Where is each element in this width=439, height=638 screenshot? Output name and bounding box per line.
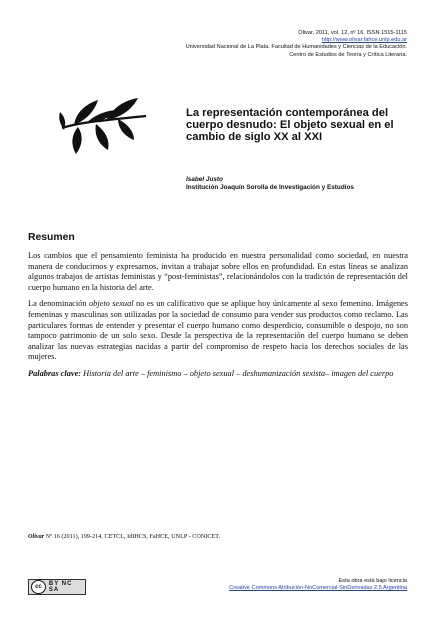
article-title: La representación contemporánea del cuerpo desnudo: El objeto sexual en el cambio de siglo XX al XXI [186, 107, 394, 144]
keywords [28, 369, 408, 380]
journal-url-link[interactable]: http://www.olivar.fahce.unlp.edu.ar [321, 37, 407, 44]
license-notice [147, 578, 407, 592]
license-link[interactable]: Creative Commons Atribución-NoComercial-SinDerivadas 2.5 Argentina [229, 585, 407, 592]
cc-logo-icon: cc [31, 580, 46, 594]
journal-header [77, 30, 407, 59]
creative-commons-badge[interactable] [28, 579, 86, 595]
citation-line [28, 533, 408, 541]
abstract-paragraph-2 [28, 299, 408, 363]
author-institution: Institución Joaquín Sorolla de Investigación y Estudios [186, 184, 354, 192]
journal-issn-line: Olivar, 2011, vol. 12, nº 16. ISSN 1515-1115 [298, 30, 407, 36]
abstract-body [28, 251, 408, 380]
paragraph-2-rest: no es un calificativo que se aplique hoy únicamente al sexo femenino. Imágenes femeninas y masculinas son utilizadas por la sociedad de consumo para vender sus productos como reclamo. Las particulares formas de entender y presentar el cuerpo humano como desperdicio, consumible o despojo, no son tampoco patrimonio de un solo sexo. Desde la perspectiva de la representación del cuerpo humano se deben analizar las nuevas estrategias nacidas a partir del compromiso de respeto hacia los derechos sociales de las mujeres. [28, 299, 408, 362]
author-name: Isabel Justo [186, 176, 223, 183]
citation-details: Nº 16 (2011), 199-214, CETCL, IdIHCS, FaHCE, UNLP - CONICET. [44, 533, 221, 540]
keywords-list: Historia del arte – feminismo – objeto sexual – deshumanización sexista– imagen del cuerpo [81, 368, 394, 378]
abstract-paragraph-1: Los cambios que el pensamiento feminista ha producido en nuestra personalidad como sociedad, en nuestra manera de conducirnos y expresarnos, invitan a trabajar sobre ellos en profundidad. En estas líneas se analizan algunos trabajos de artistas feministas y “post-feministas”, relacionándolos con la tradición de representación del cuerpo humano en la historia del arte. [28, 251, 408, 292]
license-terms-icons: BY NC SA [48, 581, 73, 593]
keywords-label: Palabras clave: [28, 368, 82, 378]
license-intro: Esta obra está bajo licencia [338, 578, 407, 584]
paragraph-2-lead: La denominación [28, 299, 89, 309]
olive-branch-icon [56, 94, 152, 156]
emphasized-term: objeto sexual [88, 299, 134, 309]
research-center-line: Centro de Estudios de Teoría y Crítica Literaria. [289, 51, 407, 58]
university-line: Universidad Nacional de La Plata. Facultad de Humanidades y Ciencias de la Educación. [185, 44, 407, 51]
abstract-heading: Resumen [28, 232, 75, 243]
citation-journal: Olivar [28, 533, 45, 540]
author-block [186, 176, 416, 192]
